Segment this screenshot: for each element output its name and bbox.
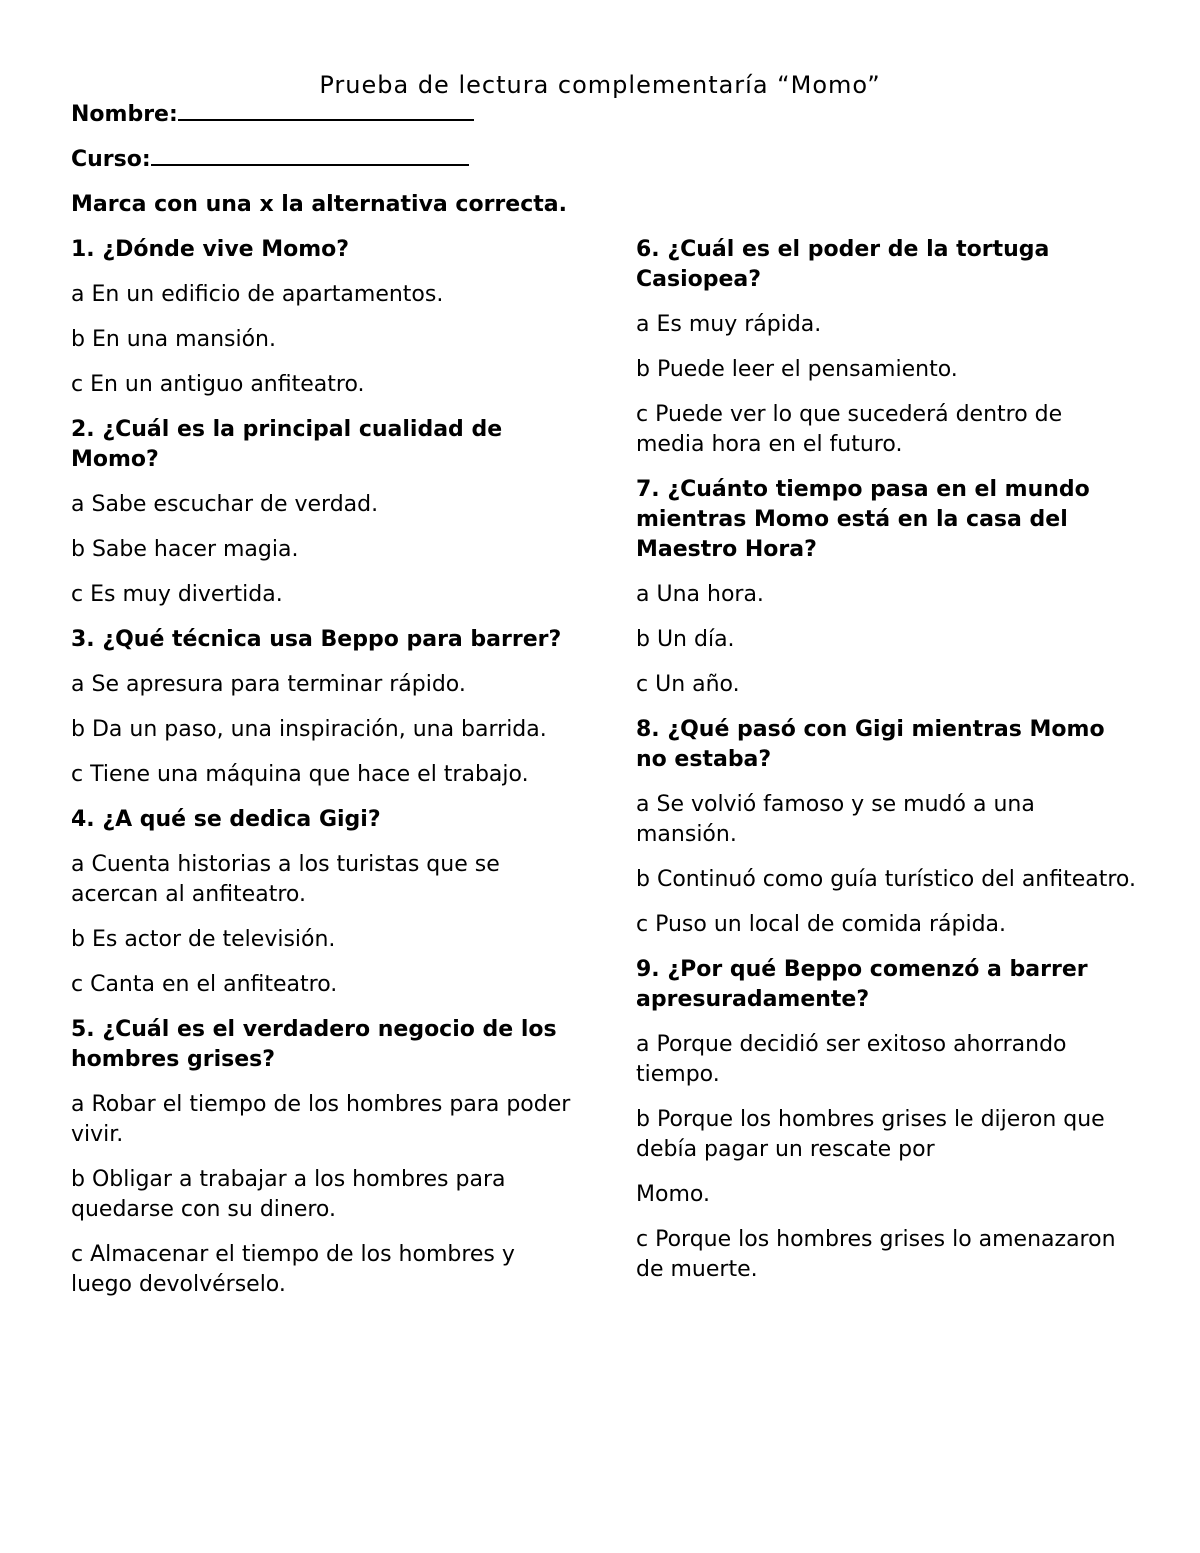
answer-option: b Continuó como guía turístico del anfiteatro. — [636, 867, 1136, 892]
answer-option: c Porque los hombres grises lo amenazaron de muerte. — [636, 1227, 1116, 1282]
name-blank-line[interactable] — [178, 101, 474, 121]
answer-option: a Una hora. — [636, 582, 764, 607]
answer-option: a Es muy rápida. — [636, 312, 822, 337]
question-4: 4. ¿A qué se dedica Gigi? — [71, 807, 381, 832]
left-column — [71, 190, 571, 1315]
answer-option: a Robar el tiempo de los hombres para poder vivir. — [71, 1092, 571, 1147]
name-label: Nombre: — [71, 102, 178, 127]
question-5: 5. ¿Cuál es el verdadero negocio de los hombres grises? — [71, 1017, 557, 1072]
answer-option: b Obligar a trabajar a los hombres para quedarse con su dinero. — [71, 1167, 506, 1222]
answer-option: a Sabe escuchar de verdad. — [71, 492, 379, 517]
question-7: 7. ¿Cuánto tiempo pasa en el mundo mientras Momo está en la casa del Maestro Hora? — [636, 477, 1090, 562]
document-title: Prueba de lectura complementaría “Momo” — [319, 71, 881, 99]
answer-option: c En un antiguo anfiteatro. — [71, 372, 365, 397]
answer-option: a Cuenta historias a los turistas que se acercan al anfiteatro. — [71, 852, 500, 907]
answer-option: Momo. — [636, 1182, 710, 1207]
answer-option: b Puede leer el pensamiento. — [636, 357, 958, 382]
answer-option: c Un año. — [636, 672, 740, 697]
name-field — [71, 100, 474, 130]
answer-option: c Almacenar el tiempo de los hombres y luego devolvérselo. — [71, 1242, 515, 1297]
question-3: 3. ¿Qué técnica usa Beppo para barrer? — [71, 627, 562, 652]
answer-option: c Puso un local de comida rápida. — [636, 912, 1007, 937]
right-column — [636, 235, 1136, 1300]
answer-option: b Da un paso, una inspiración, una barrida. — [71, 717, 547, 742]
answer-option: b Es actor de televisión. — [71, 927, 336, 952]
question-1: 1. ¿Dónde vive Momo? — [71, 237, 350, 262]
answer-option: b Porque los hombres grises le dijeron que debía pagar un rescate por — [636, 1107, 1105, 1162]
answer-option: c Es muy divertida. — [71, 582, 283, 607]
question-2: 2. ¿Cuál es la principal cualidad de Momo? — [71, 417, 503, 472]
instruction: Marca con una x la alternativa correcta. — [71, 192, 567, 217]
course-field — [71, 145, 469, 175]
answer-option: c Puede ver lo que sucederá dentro de media hora en el futuro. — [636, 402, 1063, 457]
answer-option: b Un día. — [636, 627, 735, 652]
answer-option: a Se apresura para terminar rápido. — [71, 672, 466, 697]
answer-option: a Se volvió famoso y se mudó a una mansión. — [636, 792, 1035, 847]
answer-option: b En una mansión. — [71, 327, 276, 352]
question-8: 8. ¿Qué pasó con Gigi mientras Momo no estaba? — [636, 717, 1105, 772]
answer-option: a Porque decidió ser exitoso ahorrando tiempo. — [636, 1032, 1067, 1087]
answer-option: c Tiene una máquina que hace el trabajo. — [71, 762, 529, 787]
question-6: 6. ¿Cuál es el poder de la tortuga Casiopea? — [636, 237, 1050, 292]
question-9: 9. ¿Por qué Beppo comenzó a barrer apresuradamente? — [636, 957, 1088, 1012]
course-label: Curso: — [71, 147, 151, 172]
course-blank-line[interactable] — [151, 146, 469, 166]
answer-option: b Sabe hacer magia. — [71, 537, 299, 562]
answer-option: c Canta en el anfiteatro. — [71, 972, 338, 997]
answer-option: a En un edificio de apartamentos. — [71, 282, 444, 307]
